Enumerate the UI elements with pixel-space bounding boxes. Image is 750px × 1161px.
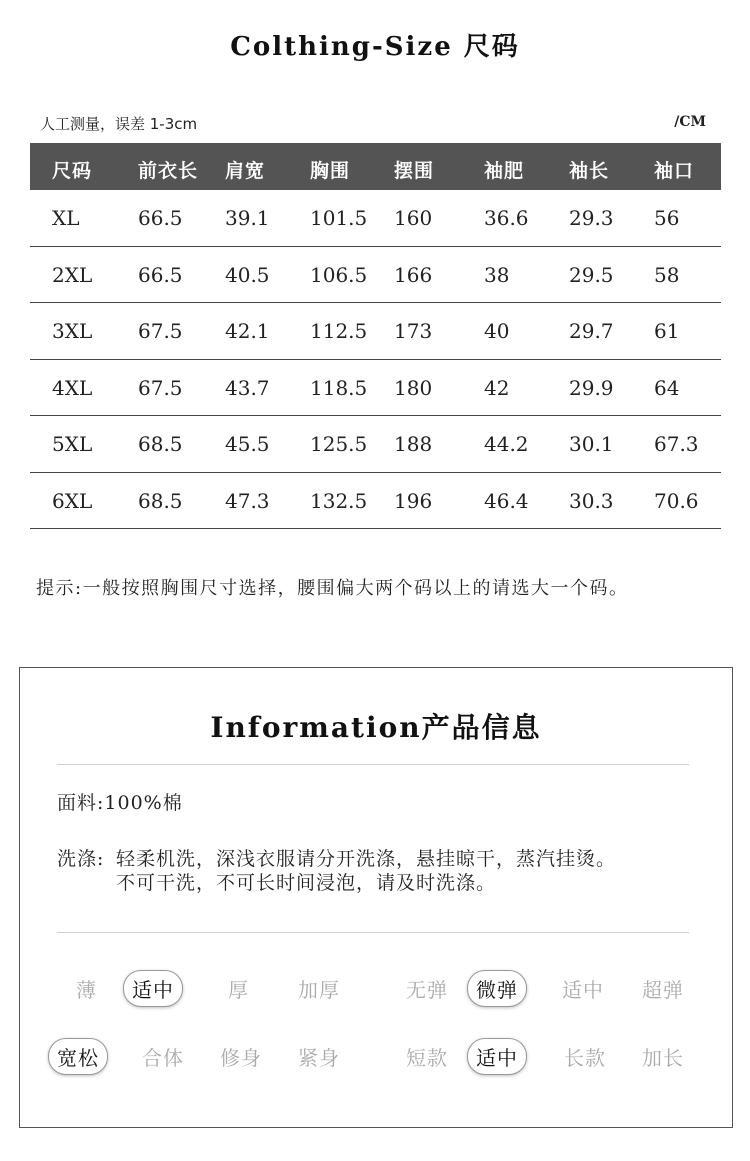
table-row <box>30 473 721 530</box>
header-cell: 袖口 <box>654 160 695 182</box>
divider <box>57 764 689 765</box>
elasticity-option: 无弹 <box>406 978 448 1002</box>
measurement-cell: 46.4 <box>484 488 529 513</box>
size-cell: 4XL <box>52 375 93 400</box>
header-cell: 肩宽 <box>225 160 266 182</box>
length-option: 适中 <box>467 1038 527 1075</box>
measurement-cell: 67.3 <box>654 432 699 456</box>
measurement-cell: 43.7 <box>225 375 270 400</box>
measurement-cell: 64 <box>654 375 680 400</box>
table-header <box>30 143 721 190</box>
thickness-option: 厚 <box>228 978 249 1002</box>
measurement-cell: 29.9 <box>569 375 614 400</box>
fit-option: 修身 <box>220 1046 262 1070</box>
table-row <box>30 303 721 360</box>
measurement-cell: 39.1 <box>225 206 270 230</box>
measurement-cell: 47.3 <box>225 488 270 513</box>
measurement-note: 人工测量，误差 1-3cm <box>40 115 198 133</box>
length-option: 长款 <box>564 1046 606 1070</box>
size-hint: 提示:一般按照胸围尺寸选择，腰围偏大两个码以上的请选大一个码。 <box>36 578 629 599</box>
thickness-option: 薄 <box>76 978 97 1002</box>
measurement-cell: 36.6 <box>484 206 529 230</box>
measurement-cell: 68.5 <box>138 432 183 456</box>
thickness-option: 加厚 <box>298 978 340 1002</box>
measurement-cell: 40 <box>484 319 510 343</box>
measurement-cell: 188 <box>394 432 433 456</box>
product-info-panel <box>19 667 733 1128</box>
table-row <box>30 247 721 304</box>
fit-option: 宽松 <box>48 1038 108 1075</box>
measurement-cell: 166 <box>394 262 433 287</box>
table-row <box>30 360 721 417</box>
measurement-cell: 112.5 <box>310 319 368 343</box>
measurement-cell: 29.3 <box>569 206 614 230</box>
fit-option: 紧身 <box>298 1046 340 1070</box>
header-cell: 袖长 <box>569 160 610 182</box>
header-cell: 胸围 <box>310 160 351 182</box>
measurement-cell: 67.5 <box>138 319 183 343</box>
measurement-cell: 38 <box>484 262 510 287</box>
thickness-option: 适中 <box>123 970 183 1007</box>
measurement-cell: 42.1 <box>225 319 270 343</box>
measurement-cell: 125.5 <box>310 432 368 456</box>
measurement-cell: 67.5 <box>138 375 183 400</box>
length-option: 短款 <box>406 1046 448 1070</box>
measurement-cell: 196 <box>394 488 433 513</box>
elasticity-option: 微弹 <box>467 970 527 1007</box>
measurement-cell: 61 <box>654 319 680 343</box>
measurement-cell: 106.5 <box>310 262 368 287</box>
measurement-cell: 132.5 <box>310 488 368 513</box>
fit-option: 合体 <box>142 1046 184 1070</box>
measurement-cell: 30.1 <box>569 432 614 456</box>
header-cell: 尺码 <box>52 160 93 182</box>
measurement-cell: 42 <box>484 375 510 400</box>
size-cell: XL <box>52 206 80 230</box>
size-table <box>30 143 721 529</box>
size-cell: 5XL <box>52 432 93 456</box>
measurement-cell: 45.5 <box>225 432 270 456</box>
header-cell: 前衣长 <box>138 160 199 182</box>
divider <box>57 932 689 933</box>
table-body <box>30 190 721 529</box>
elasticity-option: 适中 <box>562 978 604 1002</box>
info-title: Information产品信息 <box>210 711 542 744</box>
measurement-cell: 101.5 <box>310 206 368 230</box>
measurement-cell: 40.5 <box>225 262 270 287</box>
measurement-cell: 68.5 <box>138 488 183 513</box>
header-cell: 袖肥 <box>484 160 525 182</box>
measurement-cell: 70.6 <box>654 488 699 513</box>
size-cell: 2XL <box>52 262 93 287</box>
measurement-cell: 29.5 <box>569 262 614 287</box>
measurement-cell: 66.5 <box>138 262 183 287</box>
table-row <box>30 190 721 247</box>
page-title: Colthing-Size 尺码 <box>230 32 520 62</box>
measurement-cell: 173 <box>394 319 433 343</box>
length-option: 加长 <box>642 1046 684 1070</box>
measurement-cell: 56 <box>654 206 680 230</box>
measurement-cell: 58 <box>654 262 680 287</box>
wash-instructions-line2: 不可干洗，不可长时间浸泡，请及时洗涤。 <box>116 872 497 894</box>
header-cell: 摆围 <box>394 160 435 182</box>
measurement-cell: 66.5 <box>138 206 183 230</box>
elasticity-option: 超弹 <box>642 978 684 1002</box>
size-cell: 6XL <box>52 488 93 513</box>
fabric-info: 面料:100%棉 <box>57 792 183 814</box>
size-cell: 3XL <box>52 319 93 343</box>
unit-label: /CM <box>674 114 706 130</box>
measurement-cell: 44.2 <box>484 432 529 456</box>
table-row <box>30 416 721 473</box>
measurement-cell: 118.5 <box>310 375 368 400</box>
wash-label: 洗涤: <box>57 848 105 870</box>
measurement-cell: 30.3 <box>569 488 614 513</box>
wash-instructions-line1: 轻柔机洗，深浅衣服请分开洗涤，悬挂晾干，蒸汽挂烫。 <box>116 848 617 870</box>
measurement-cell: 180 <box>394 375 433 400</box>
measurement-cell: 29.7 <box>569 319 614 343</box>
measurement-cell: 160 <box>394 206 433 230</box>
